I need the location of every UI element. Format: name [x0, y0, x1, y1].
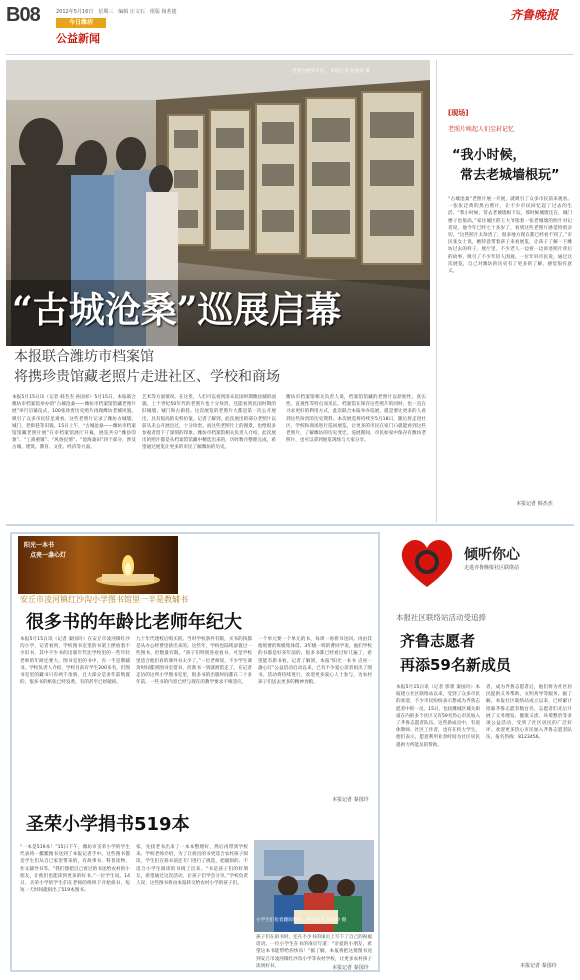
lead-headline: “古城沧桑”巡展启幕 — [12, 289, 342, 331]
lead-body-col1: 本报5月15日讯（记者 韩杰杰 孙国祥）5月15日，本报联合潍坊市档案馆举办的“古城沧桑——潍坊市档案馆馆藏老照片展”举行启幕仪式，100张珍贵历史照片再现潍坊老城风貌，吸引了众多市民驻足观看。这些老照片记录了潍坊古城墙、城门、老街巷等旧貌。15日上午，“古城沧桑——潍坊市档案馆馆藏老照片展”在市档案馆展厅开幕，展览共分“潍县印象”、“工商重镇”、“风俗民情”、“沧海桑田”四个部分，涉及古城、建筑、教育、文化、经济等方面。 — [12, 395, 136, 451]
sidebar-title-line2: 常去老城墙根玩” — [460, 168, 560, 183]
volunteer-logo-title: 倾听你心 — [464, 547, 520, 563]
sidebar-label: [现场] — [448, 109, 469, 117]
reading-photo-caption: 小学生们抢着翻阅图书。本报记者 秦国玲 摄 — [256, 918, 347, 923]
masthead-logo: 齐鲁晚报 — [510, 8, 559, 22]
reading-byline: 本报记者 秦国玲 — [332, 797, 369, 803]
page-number: B08 — [6, 4, 40, 26]
photo-caption: 老照片展受市民、 本报记者 孙国祥 摄 — [292, 69, 370, 74]
sidebar-kicker: 老照片唤起人们尘封记忆 — [448, 126, 515, 133]
reading-headline-2: 圣荣小学捐书519本 — [26, 814, 190, 835]
section-title: 公益新闻 — [56, 32, 100, 45]
reading-kicker: 安丘市凌河镇红沙沟小学图书馆里一半是教辅书 — [20, 595, 188, 604]
banner-line2: 点亮一盏心灯 — [30, 552, 67, 559]
sidebar-body: “古城沧桑”老照片展一开展，就吸引了众多市民前来观看。一张张泛黄的黑白照片，让不少市民回忆起了过去的生活。“我小时候，常去老城墙根下玩，那时候城墙还在，城门楼子也很高。”家住城区的王大爷指着一张老城墙的照片对记者说，他今年已经七十多岁了，看到这些老照片感觉特别亲切。“这些照片太珍贵了，很多地方现在都已经看不到了。”市民张女士说，她特意带着孩子来看展览，让孩子了解一下潍坊过去的样子。展厅里，不少老人一边看一边讲述照片背后的故事，吸引了不少年轻人围观。一位年轻市民说，通过这次展览，自己对潍坊的历史有了更多的了解，感觉很有意义。 — [448, 197, 572, 275]
volunteer-byline: 本报记者 秦国玲 — [520, 963, 557, 969]
lead-subhead-1: 本报联合潍坊市档案馆 — [14, 349, 154, 365]
edition-tag: 今日潍坊 — [56, 18, 106, 28]
reading-body-col2: 九十年代建校后购买的。当时学校条件有限，买书的钱都是从办公经费里挤出来的。这些年，学校也陆续添置过一些图书，但数量有限。“孩子们特别喜欢看书，可是学校里适合他们看的课外书太少了。”一位老师说，不少学生课余时间都到图书室借书，但新书一到就被借走了。在记者走访的这所小学图书室里，很多书的出版时间都在二十多年前，一些书的内容已经与现在的教学要求不相适应。 — [136, 637, 252, 686]
mid-rule — [6, 524, 574, 526]
sidebar-byline: 本报记者 韩杰杰 — [516, 501, 553, 507]
volunteer-body-col2: 者，成为齐鲁志愿者后，他们将为社区居民提供义务帮助、文明劝导等服务。据了解，本报社区联络站成立以来，已经累计招募齐鲁志愿者数百名，志愿者们先后开展了义务理发、健康义诊、环境整治等多项公益活动，受到了社区居民的广泛好评。欢迎更多热心市民加入齐鲁志愿者队伍，报名热线：8123456。 — [486, 685, 572, 741]
reading-body-col3: 一个单元要一个单元的书，每周一再将书送回。再由其他班要的班级集体借。3年级一班的曹同学说，他们学校的书都是好多年前的，很多书都已经看过好几遍了，希望能有新书看。记者了解到，本报“阳光一本书 点亮一盏心灯”公益活动启动以来，已有不少爱心读者捐出了图书。活动将持续进行，欢迎更多爱心人士参与，为农村孩子们送去更多的精神食粮。 — [258, 637, 372, 686]
volunteer-kicker: 本报社区联络站活动受追捧 — [396, 613, 486, 622]
reading2-body-col1: “一本是519本！”15日下午，潍坊市圣荣小学的学生代表将一摞摞图书送到了本报记者手中。这些图书都是学生们从自己家里带来的，有故事书、科普读物、作文辅导书等。“我们想把自己看过的书送给农村的小朋友，让他们也能读到更多的好书。”一位学生说。14日，圣荣小学的学生们在老师的组织下开始捐书，短短一天时间就捐出了519本图书。 — [20, 845, 130, 894]
heart-logo — [396, 532, 458, 592]
volunteer-logo-sub: 走进齐鲁晚报社区联络站 — [464, 565, 520, 571]
sidebar-divider — [436, 60, 437, 522]
lead-body-col3: 潍坊市档案馆相关负责人说，档案馆馆藏的老照片以原始性、真实性、直观性等特点而见长，档案馆在保存这些照片的同时，也一直在寻求更好的利用方式，此次联合本报举办巡展，就是要让更多的人看到这些珍贵的历史资料。本次展览将持续至5月18日，随后将走进社区、学校和商场进行巡回展览，让更多的市民在家门口就能看到这些老照片，了解潍坊的历史变迁。巡展期间，市民如家中保存有潍坊老照片，也可以拿到展览现场与大家分享。 — [286, 395, 426, 444]
heart-icon — [396, 532, 458, 592]
date-line: 2012年5月16日 星期三 编辑 庄文石 组版 杨茗捷 — [56, 9, 177, 15]
reading2-body-col3: 孩子们在捐书时，还在不少书的扉页上写下了自己的祝福话语。一位小学生在书的扉页写道：“亲爱的小朋友，希望这本书能带给你快乐！”据了解，本报将把这批图书送到安丘市凌河镇红沙沟小学等农村学校，让更多农村孩子读到好书。 — [256, 935, 372, 969]
reading-byline-2: 本报记者 秦国玲 — [332, 965, 369, 971]
lead-body-col2: 艺术等方面情况。在这里，人们可以看到清末民国时期潍县城的面貌，上个世纪50年代的老照片也十分珍贵。还能看到民国时期的旧城墙、城门和古街巷。这次展览的老照片大都是第一次公开展出，具有很高的史料价值。记者了解到，此次展出的部分老照片以前从未公开展出过，十分珍贵。而这些老照片上的图景，也给很多参观者留下了深刻的印象。潍坊市档案馆相关负责人介绍，此次展出的照片都是从档案馆馆藏中精选出来的，历时数月整理完成，希望通过展览让更多的市民了解潍坊的历史。 — [142, 395, 276, 451]
sidebar-title-line1: “我小时候， — [452, 148, 526, 163]
reading2-body-col2: 家，先找老书出来了一本本整理好，然后再带到学校来。学校老师介绍，为了让捐出的书更适合农村孩子阅读，学生们在捐书前还专门进行了挑选，把破损的、不适合小学生阅读的书挑了出来。“书是孩子们的好朋友，希望通过这次活动，让孩子们学会分享。”学校负责人说，这些图书将由本报转交给农村小学的孩子们。 — [136, 845, 248, 887]
reading-body-col1: 本报5月15日讯（记者 秦国玲）在安丘市凌河镇红沙沟小学，记者看到，学校图书室里的书架上摆放着不少旧书，其中不少书的出版年代比学校里的一些年轻老师的年龄还要大。图书室里的书中，有一半是教辅书。学校负责人介绍，学校目前有学生200多名，但图书室里的藏书只有两千余册，且大部分是多年前购置的，很多书的纸张已经发黄，有的甚至已经破损。 — [20, 637, 130, 686]
volunteer-headline-2: 再添59名新成员 — [400, 656, 511, 674]
banner-line1: 阳光一本书 — [24, 542, 55, 549]
lead-subhead-2: 将携珍贵馆藏老照片走进社区、学校和商场 — [14, 369, 280, 385]
volunteer-headline-1: 齐鲁志愿者 — [400, 632, 476, 650]
reading-headline: 很多书的年龄比老师年纪大 — [26, 612, 242, 633]
volunteer-body-col1: 本报5月15日讯（记者 郭蕾 秦国玲）本报建立社区联络站以来，受到了众多市民的欢迎，不少市民纷纷表示想成为齐鲁志愿者中的一员。15日，包括潍城区城关街道在内的多个社区又有59名热心市民加入了齐鲁志愿者队伍。这些新成员中，有退休教师、社区工作者，也有在校大学生。他们表示，愿意利用业余时间为社区居民提供力所能及的帮助。 — [396, 685, 480, 748]
header-rule — [6, 54, 574, 55]
